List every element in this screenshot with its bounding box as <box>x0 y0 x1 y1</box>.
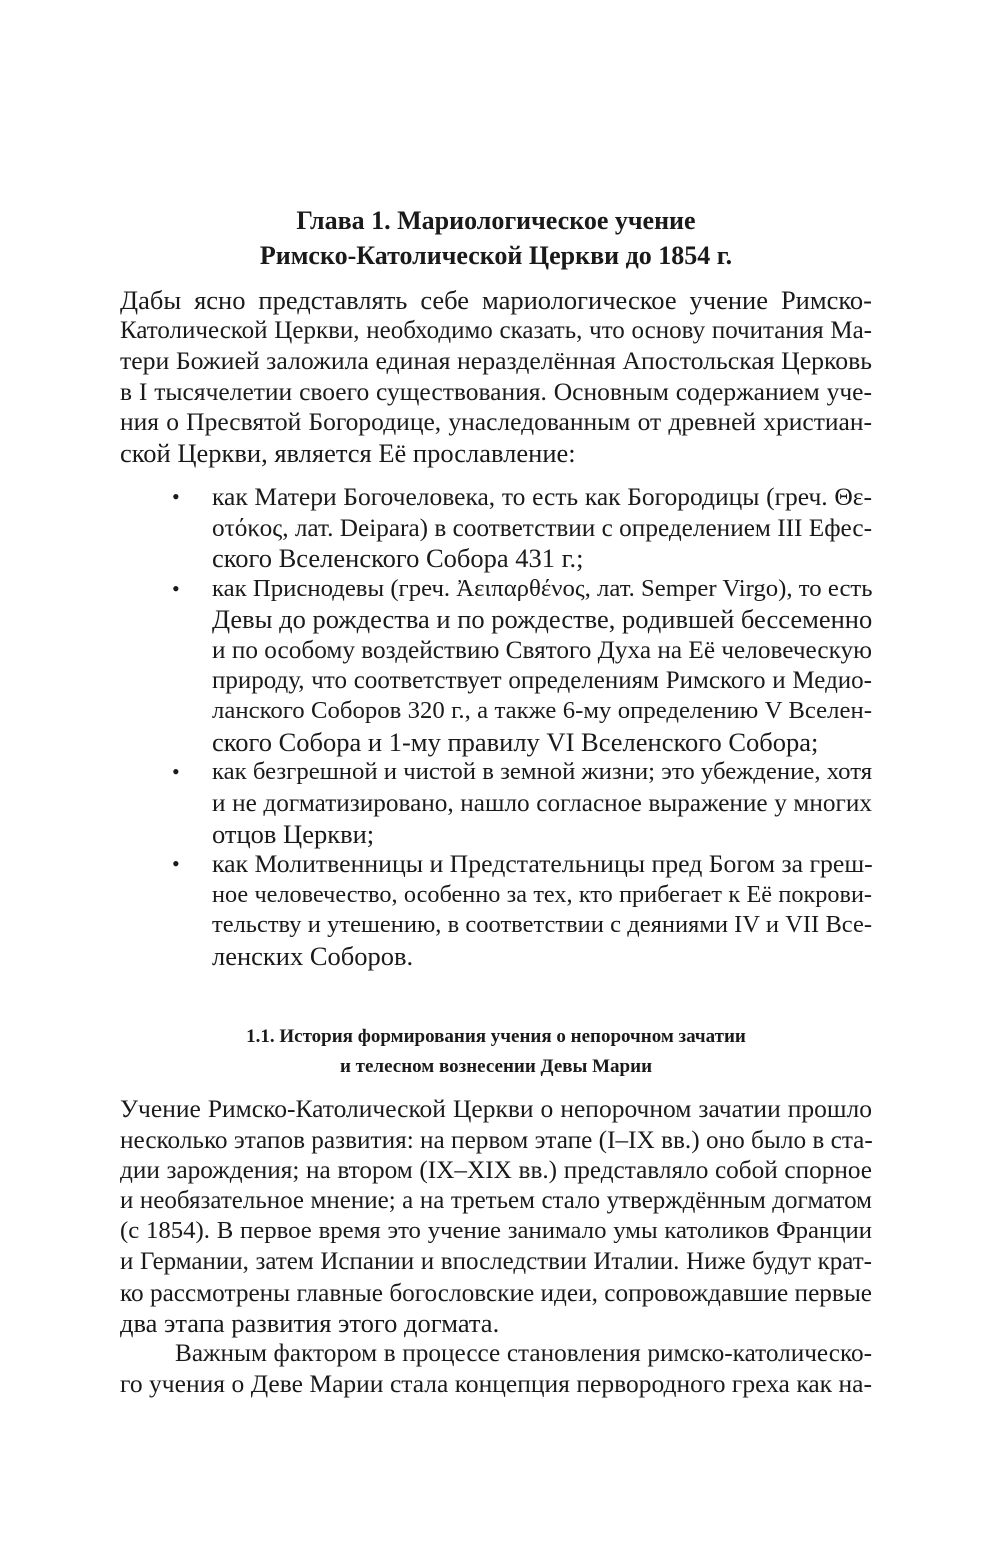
list-item <box>120 574 872 758</box>
text-line: и необязательное мнение; а на третьем стало утверждённым догматом <box>120 1186 872 1214</box>
list-item <box>120 482 872 574</box>
text-line: Дабы ясно представлять себе мариологическое учение Римско- <box>120 285 872 315</box>
text-line: ное человечество, особенно за тех, кто прибегает к Её покрови- <box>212 880 872 908</box>
text-line: тери Божией заложила единая неразделённая Апостольская Церковь <box>120 346 872 376</box>
section-title <box>120 1022 872 1082</box>
text-line: и не догматизировано, нашло согласное выражение у многих <box>212 788 872 817</box>
intro-paragraph <box>120 285 872 469</box>
bullet-icon: • <box>172 575 180 601</box>
text-line: го учения о Деве Марии стала концепция первородного греха как на- <box>120 1368 872 1398</box>
list-item <box>120 757 872 849</box>
section-title-line-1: 1.1. История формирования учения о непорочном зачатии <box>246 1026 746 1047</box>
text-line: в I тысячелетии своего существования. Основным содержанием уче- <box>120 376 872 406</box>
chapter-title-line-1: Глава 1. Мариологическое учение <box>296 206 696 235</box>
text-line: (с 1854). В первое время это учение занимало умы католиков Франции <box>120 1217 872 1245</box>
text-line: ланского Соборов 320 г., а также 6-му определению V Вселен- <box>212 697 872 725</box>
text-line: ния о Пресвятой Богородице, унаследованным от древней христиан- <box>120 407 872 437</box>
text-line: Католической Церкви, необходимо сказать, что основу почитания Ма- <box>120 316 872 344</box>
text-line: как Приснодевы (греч. Ἀειπαρθένος, лат. Semper Virgo), то есть <box>212 574 873 602</box>
text-line: дии зарождения; на втором (IX–XIX вв.) представляло собой спорное <box>120 1156 872 1185</box>
text-line: как Молитвенницы и Предстательницы пред Богом за греш- <box>212 849 873 879</box>
text-line: ленских Соборов. <box>212 940 414 971</box>
text-line: Девы до рождества и по рождестве, родившей бессеменно <box>212 604 873 635</box>
section-title-line-2: и телесном вознесении Девы Марии <box>339 1056 653 1077</box>
text-line: ской Церкви, является Её прославление: <box>120 437 576 468</box>
chapter-title-line-2: Римско-Католической Церкви до 1854 г. <box>259 241 733 270</box>
text-line: несколько этапов развития: на первом этапе (I–IX вв.) оно было в ста- <box>120 1125 873 1154</box>
bullet-icon: • <box>172 759 180 785</box>
text-line: как Матери Богочеловека, то есть как Богородицы (греч. Θε- <box>212 482 872 511</box>
text-line: ского Вселенского Собора 431 г.; <box>212 543 584 574</box>
text-line: два этапа развития этого догмата. <box>120 1308 500 1339</box>
bullet-list <box>120 482 872 972</box>
second-paragraph <box>120 1338 872 1399</box>
list-item <box>120 849 872 971</box>
bullet-icon: • <box>172 851 180 877</box>
text-line: как безгрешной и чистой в земной жизни; это убеждение, хотя <box>212 758 873 786</box>
chapter-title <box>120 203 872 273</box>
text-line: ко рассмотрены главные богословские идеи, сопровождавшие первые <box>120 1278 872 1307</box>
text-line: ского Собора и 1-му правилу VI Вселенского Собора; <box>212 726 819 757</box>
bullet-icon: • <box>172 484 180 509</box>
text-line: и Германии, затем Испании и впоследствии Италии. Ниже будут крат- <box>120 1247 872 1275</box>
text-line: Учение Римско-Католической Церкви о непорочном зачатии прошло <box>120 1094 872 1123</box>
text-line: отцов Церкви; <box>212 818 375 849</box>
section-paragraph <box>120 1094 872 1339</box>
text-line: тельству и утешению, в соответствии с деяниями IV и VII Все- <box>212 911 872 939</box>
text-line: οτόκος, лат. Deipara) в соответствии с определением III Ефес- <box>212 513 872 542</box>
text-line: и по особому воздействию Святого Духа на Её человеческую <box>212 635 872 664</box>
text-line: Важным фактором в процессе становления римско-католическо- <box>175 1339 872 1367</box>
text-line: природу, что соответствует определениям Римского и Медио- <box>212 666 872 694</box>
